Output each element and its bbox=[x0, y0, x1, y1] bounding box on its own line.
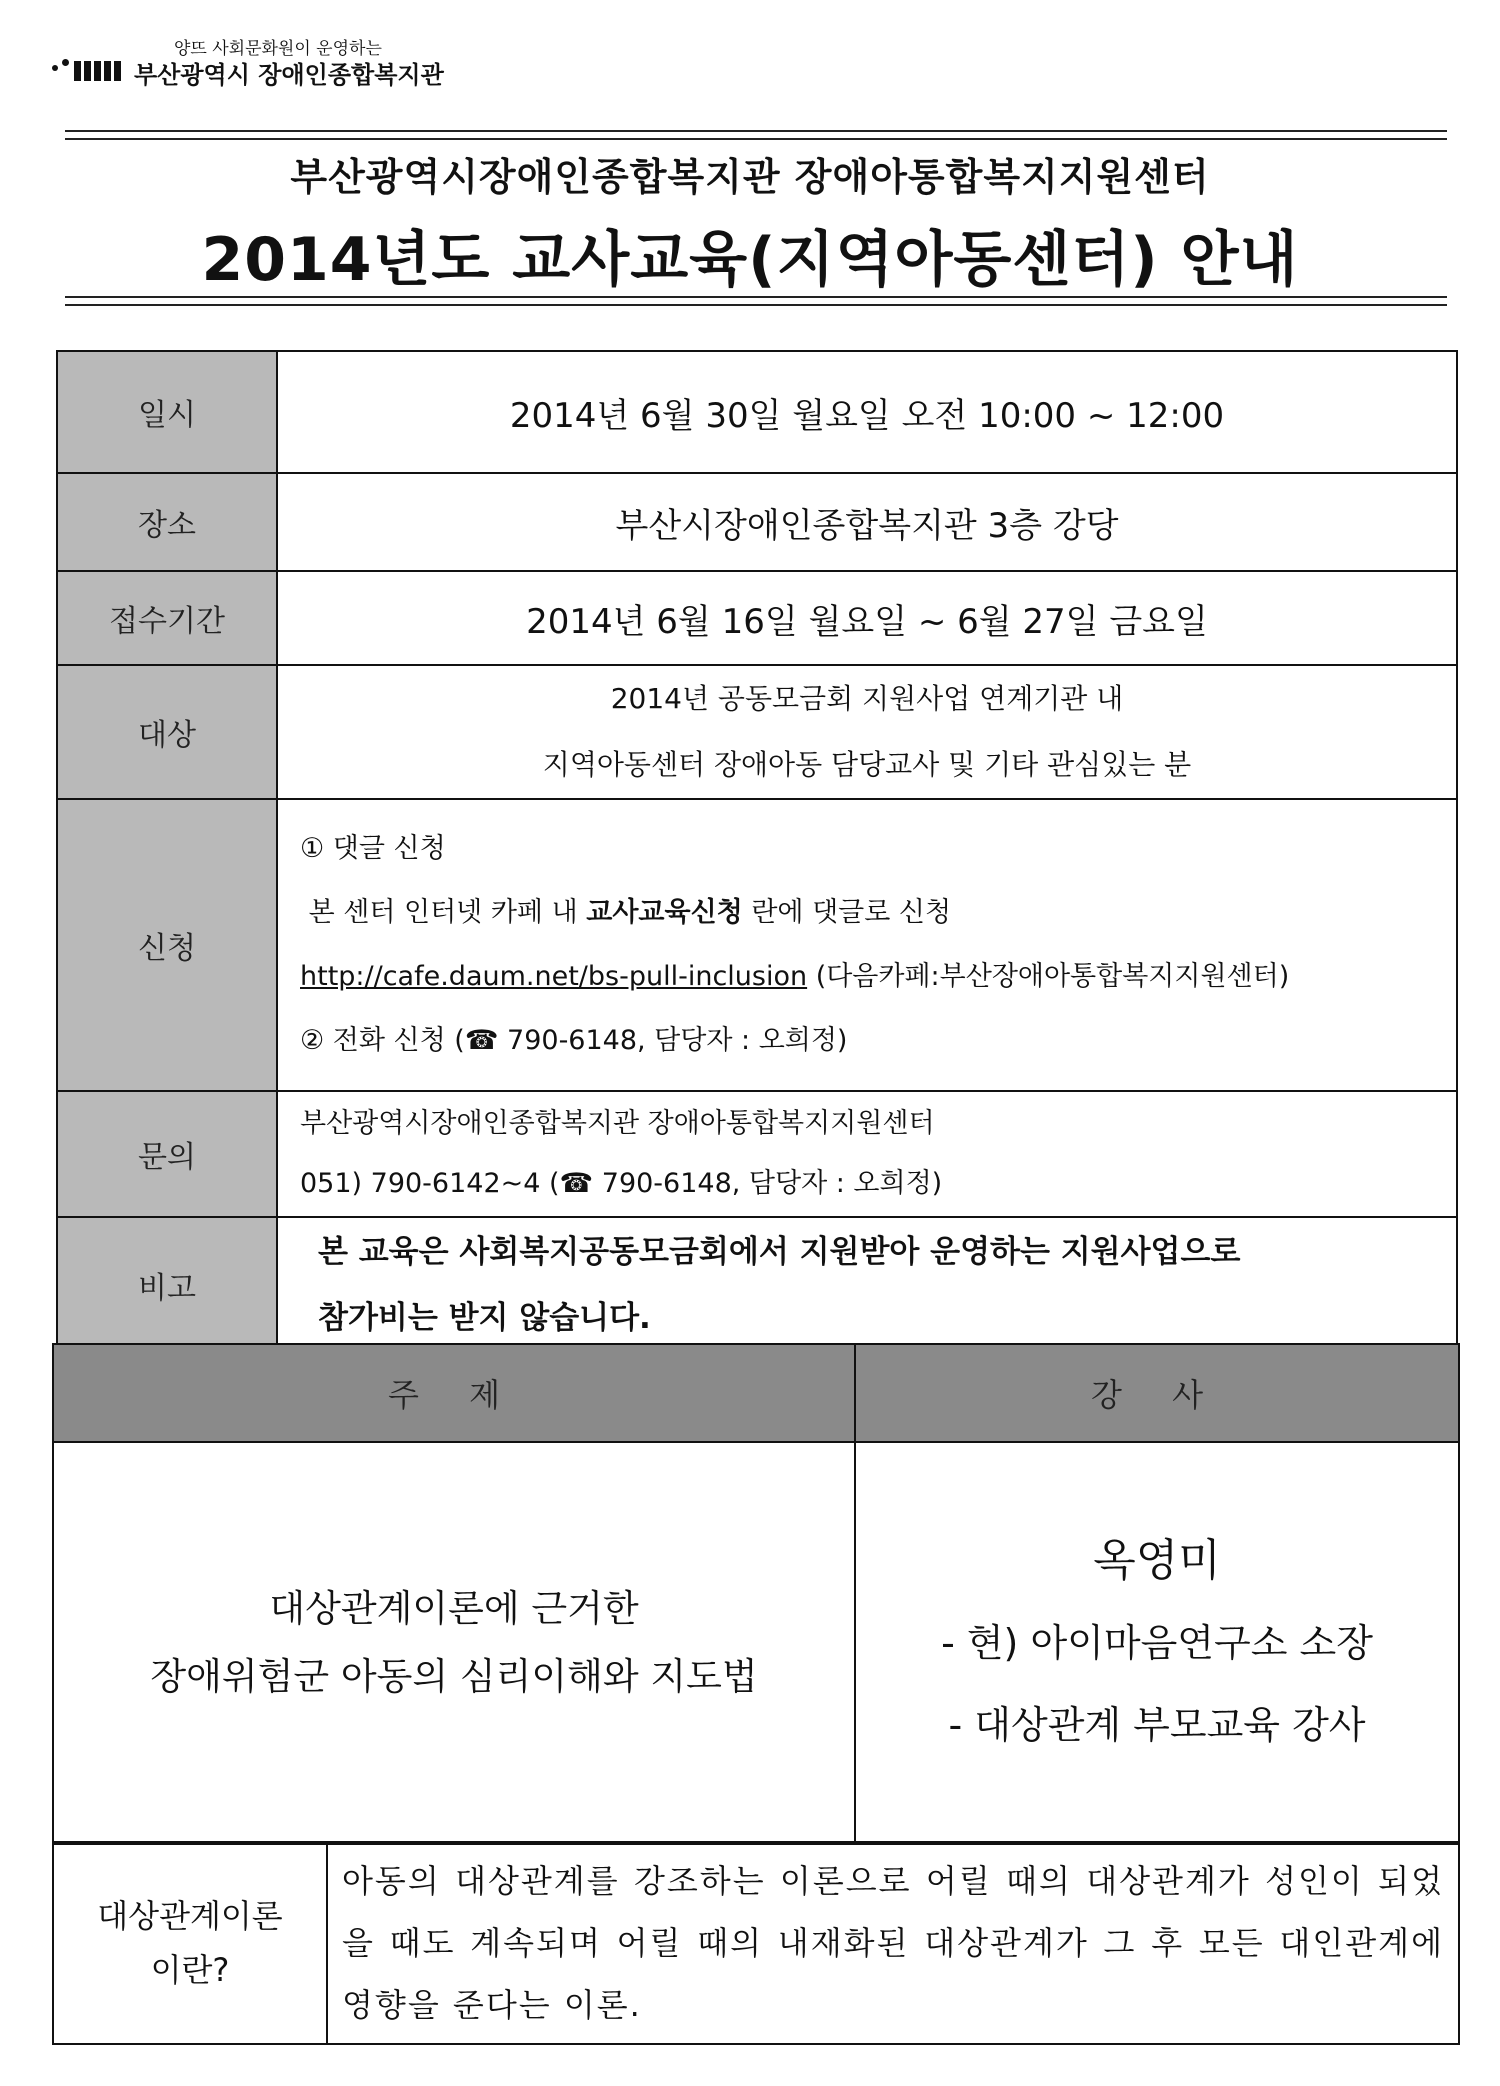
definition-label-line: 이란? bbox=[150, 1951, 230, 1989]
logo-mark-icon bbox=[50, 41, 124, 83]
apply-instruction-text: 본 센터 인터넷 카페 내 bbox=[308, 897, 587, 928]
apply-method-phone: ② 전화 신청 (☎ 790-6148, 담당자 : 오희정) bbox=[300, 1025, 848, 1056]
note-line: 참가비는 받지 않습니다. bbox=[318, 1300, 651, 1336]
note-line: 본 교육은 사회복지공동모금회에서 지원받아 운영하는 지원사업으로 bbox=[318, 1234, 1241, 1270]
inquiry-center: 부산광역시장애인종합복지관 장애아통합복지지원센터 bbox=[300, 1108, 935, 1139]
apply-instruction bbox=[300, 881, 1456, 945]
target-line: 지역아동센터 장애아동 담당교사 및 기타 관심있는 분 bbox=[542, 748, 1192, 781]
table-row bbox=[57, 1091, 1457, 1217]
lecturer-position: - 대상관계 부모교육 강사 bbox=[948, 1703, 1366, 1747]
table-row bbox=[53, 1842, 1459, 2044]
center-logo bbox=[50, 36, 444, 88]
logo-name: 부산광역시 장애인종합복지관 bbox=[134, 61, 444, 89]
inquiry-value bbox=[277, 1091, 1457, 1217]
cafe-link-note: (다음카페:부산장애아통합복지지원센터) bbox=[807, 961, 1290, 992]
place-label: 장소 bbox=[57, 473, 277, 571]
definition-label bbox=[53, 1842, 327, 2044]
table-row bbox=[53, 1442, 1459, 1844]
apply-value bbox=[277, 799, 1457, 1091]
period-value: 2014년 6월 16일 월요일 ~ 6월 27일 금요일 bbox=[277, 571, 1457, 665]
target-value bbox=[277, 665, 1457, 799]
table-row bbox=[57, 351, 1457, 473]
lecturer-position: - 현) 아이마음연구소 소장 bbox=[941, 1621, 1373, 1665]
apply-link-line bbox=[300, 945, 1456, 1009]
target-line: 2014년 공동모금회 지원사업 연계기관 내 bbox=[610, 682, 1124, 715]
table-row bbox=[57, 799, 1457, 1091]
lecturer-header: 강 사 bbox=[855, 1344, 1459, 1442]
inquiry-label: 문의 bbox=[57, 1091, 277, 1217]
subject-line: 대상관계이론에 근거한 bbox=[269, 1587, 639, 1630]
page-title: 2014년도 교사교육(지역아동센터) 안내 bbox=[201, 225, 1299, 295]
info-table bbox=[56, 350, 1458, 1354]
table-row bbox=[57, 473, 1457, 571]
date-value: 2014년 6월 30일 월요일 오전 10:00 ~ 12:00 bbox=[277, 351, 1457, 473]
subject-cell bbox=[53, 1442, 855, 1844]
table-row bbox=[57, 1217, 1457, 1353]
definition-table bbox=[52, 1841, 1460, 2045]
table-header-row bbox=[53, 1344, 1459, 1442]
definition-text: 아동의 대상관계를 강조하는 이론으로 어릴 때의 대상관계가 성인이 되었을 때도 계속되며 어릴 때의 내재화된 대상관계가 그 후 모든 대인관계에 영향을 준다는 이론. bbox=[327, 1842, 1459, 2044]
period-label: 접수기간 bbox=[57, 571, 277, 665]
table-row bbox=[57, 571, 1457, 665]
date-label: 일시 bbox=[57, 351, 277, 473]
apply-board-name: 교사교육신청 bbox=[586, 897, 743, 928]
logo-tagline: 양뜨 사회문화원이 운영하는 bbox=[174, 39, 382, 59]
cafe-link[interactable]: http://cafe.daum.net/bs-pull-inclusion bbox=[300, 961, 808, 992]
subject-line: 장애위험군 아동의 심리이해와 지도법 bbox=[150, 1655, 758, 1698]
target-label: 대상 bbox=[57, 665, 277, 799]
apply-instruction-tail: 란에 댓글로 신청 bbox=[742, 897, 952, 928]
topic-table bbox=[52, 1343, 1460, 1845]
apply-method-comment: ① 댓글 신청 bbox=[300, 833, 446, 864]
apply-label: 신청 bbox=[57, 799, 277, 1091]
page-subtitle: 부산광역시장애인종합복지관 장애아통합복지지원센터 bbox=[290, 155, 1210, 199]
table-row bbox=[57, 665, 1457, 799]
title-bottom-rule bbox=[65, 296, 1447, 306]
inquiry-phone: 051) 790-6142~4 (☎ 790-6148, 담당자 : 오희정) bbox=[300, 1168, 943, 1199]
place-value: 부산시장애인종합복지관 3층 강당 bbox=[277, 473, 1457, 571]
note-label: 비고 bbox=[57, 1217, 277, 1353]
definition-label-line: 대상관계이론 bbox=[97, 1897, 283, 1935]
lecturer-name: 옥영미 bbox=[1093, 1535, 1221, 1586]
subject-header: 주 제 bbox=[53, 1344, 855, 1442]
top-rule bbox=[65, 130, 1447, 140]
lecturer-cell bbox=[855, 1442, 1459, 1844]
note-value bbox=[277, 1217, 1457, 1353]
